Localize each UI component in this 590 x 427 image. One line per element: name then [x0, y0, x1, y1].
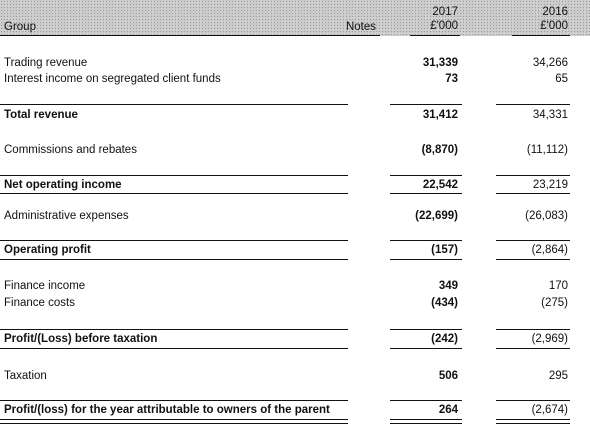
row-label: Finance costs	[4, 297, 75, 309]
rule-2017	[390, 348, 462, 349]
value-2016: (26,083)	[525, 210, 568, 222]
rule-label	[0, 193, 348, 194]
row-administrative-expenses	[0, 210, 590, 225]
unit-2016: £'000	[540, 20, 568, 32]
value-2016: (2,864)	[531, 244, 568, 256]
row-label: Administrative expenses	[4, 210, 129, 222]
value-2016: (275)	[541, 297, 568, 309]
rule-label	[0, 240, 348, 241]
row-finance-costs	[0, 297, 590, 312]
header-underline-label	[0, 35, 380, 36]
row-label: Profit/(Loss) before taxation	[4, 333, 158, 345]
double-rule-2016	[496, 419, 570, 424]
row-label: Taxation	[4, 370, 47, 382]
row-label: Profit/(loss) for the year attributable to owners of the parent	[4, 404, 330, 416]
value-2017: 73	[445, 73, 458, 85]
value-2017: 506	[438, 370, 458, 382]
value-2017: 31,339	[422, 57, 458, 69]
rule-2016	[496, 348, 570, 349]
value-2016: 34,266	[532, 57, 568, 69]
header-underline-2017	[410, 35, 460, 36]
value-2017: 31,412	[422, 109, 458, 121]
rule-label	[0, 329, 348, 330]
rule-label	[0, 400, 348, 401]
row-interest-income	[0, 73, 590, 88]
value-2017: 22,542	[422, 179, 458, 191]
rule-2017	[390, 193, 462, 194]
header-underline-2016	[512, 35, 570, 36]
rule-2016	[496, 193, 570, 194]
row-finance-income	[0, 280, 590, 295]
value-2016: 170	[548, 280, 568, 292]
rule-2016	[496, 175, 570, 176]
rule-2016	[496, 104, 570, 105]
value-2017: (8,870)	[421, 144, 458, 156]
row-total-revenue	[0, 109, 590, 124]
row-label: Total revenue	[4, 109, 78, 121]
row-operating-profit	[0, 244, 590, 259]
rule-2017	[390, 329, 462, 330]
value-2017: (22,699)	[415, 210, 458, 222]
column-heading-2017	[400, 5, 458, 33]
row-net-operating-income	[0, 179, 590, 194]
row-commissions	[0, 144, 590, 159]
value-2016: 65	[555, 73, 568, 85]
row-label: Finance income	[4, 280, 86, 292]
row-profit-for-year	[0, 404, 590, 419]
value-2017: 349	[438, 280, 458, 292]
row-taxation	[0, 370, 590, 385]
table-header	[0, 0, 590, 36]
rule-2016	[496, 259, 570, 260]
notes-heading: Notes	[345, 21, 376, 33]
value-2016: (2,674)	[531, 404, 568, 416]
value-2017: (157)	[431, 244, 458, 256]
rule-2017	[390, 175, 462, 176]
double-rule-label	[0, 419, 348, 424]
column-heading-2016	[506, 5, 568, 33]
rule-label	[0, 348, 348, 349]
row-trading-revenue	[0, 57, 590, 72]
rule-label	[0, 259, 348, 260]
rule-2016	[496, 329, 570, 330]
value-2016: (11,112)	[526, 144, 568, 156]
double-rule-2017	[390, 419, 462, 424]
rule-label	[0, 175, 348, 176]
unit-2017: £'000	[430, 20, 458, 32]
rule-2017	[390, 104, 462, 105]
value-2017: 264	[438, 404, 458, 416]
year-2017: 2017	[432, 6, 458, 18]
rule-label	[0, 104, 348, 105]
rule-2016	[496, 240, 570, 241]
year-2016: 2016	[542, 6, 568, 18]
group-heading: Group	[4, 21, 36, 33]
rule-2017	[390, 240, 462, 241]
row-label: Interest income on segregated client funds	[4, 73, 221, 85]
row-label: Commissions and rebates	[4, 144, 137, 156]
rule-2016	[496, 400, 570, 401]
value-2016: (2,969)	[531, 333, 568, 345]
value-2017: (434)	[431, 297, 458, 309]
value-2017: (242)	[431, 333, 458, 345]
row-label: Net operating income	[4, 179, 122, 191]
rule-2017	[390, 259, 462, 260]
value-2016: 23,219	[532, 179, 568, 191]
row-label: Trading revenue	[4, 57, 88, 69]
row-profit-before-taxation	[0, 333, 590, 348]
value-2016: 34,331	[532, 109, 568, 121]
rule-2017	[390, 400, 462, 401]
value-2016: 295	[548, 370, 568, 382]
row-label: Operating profit	[4, 244, 91, 256]
